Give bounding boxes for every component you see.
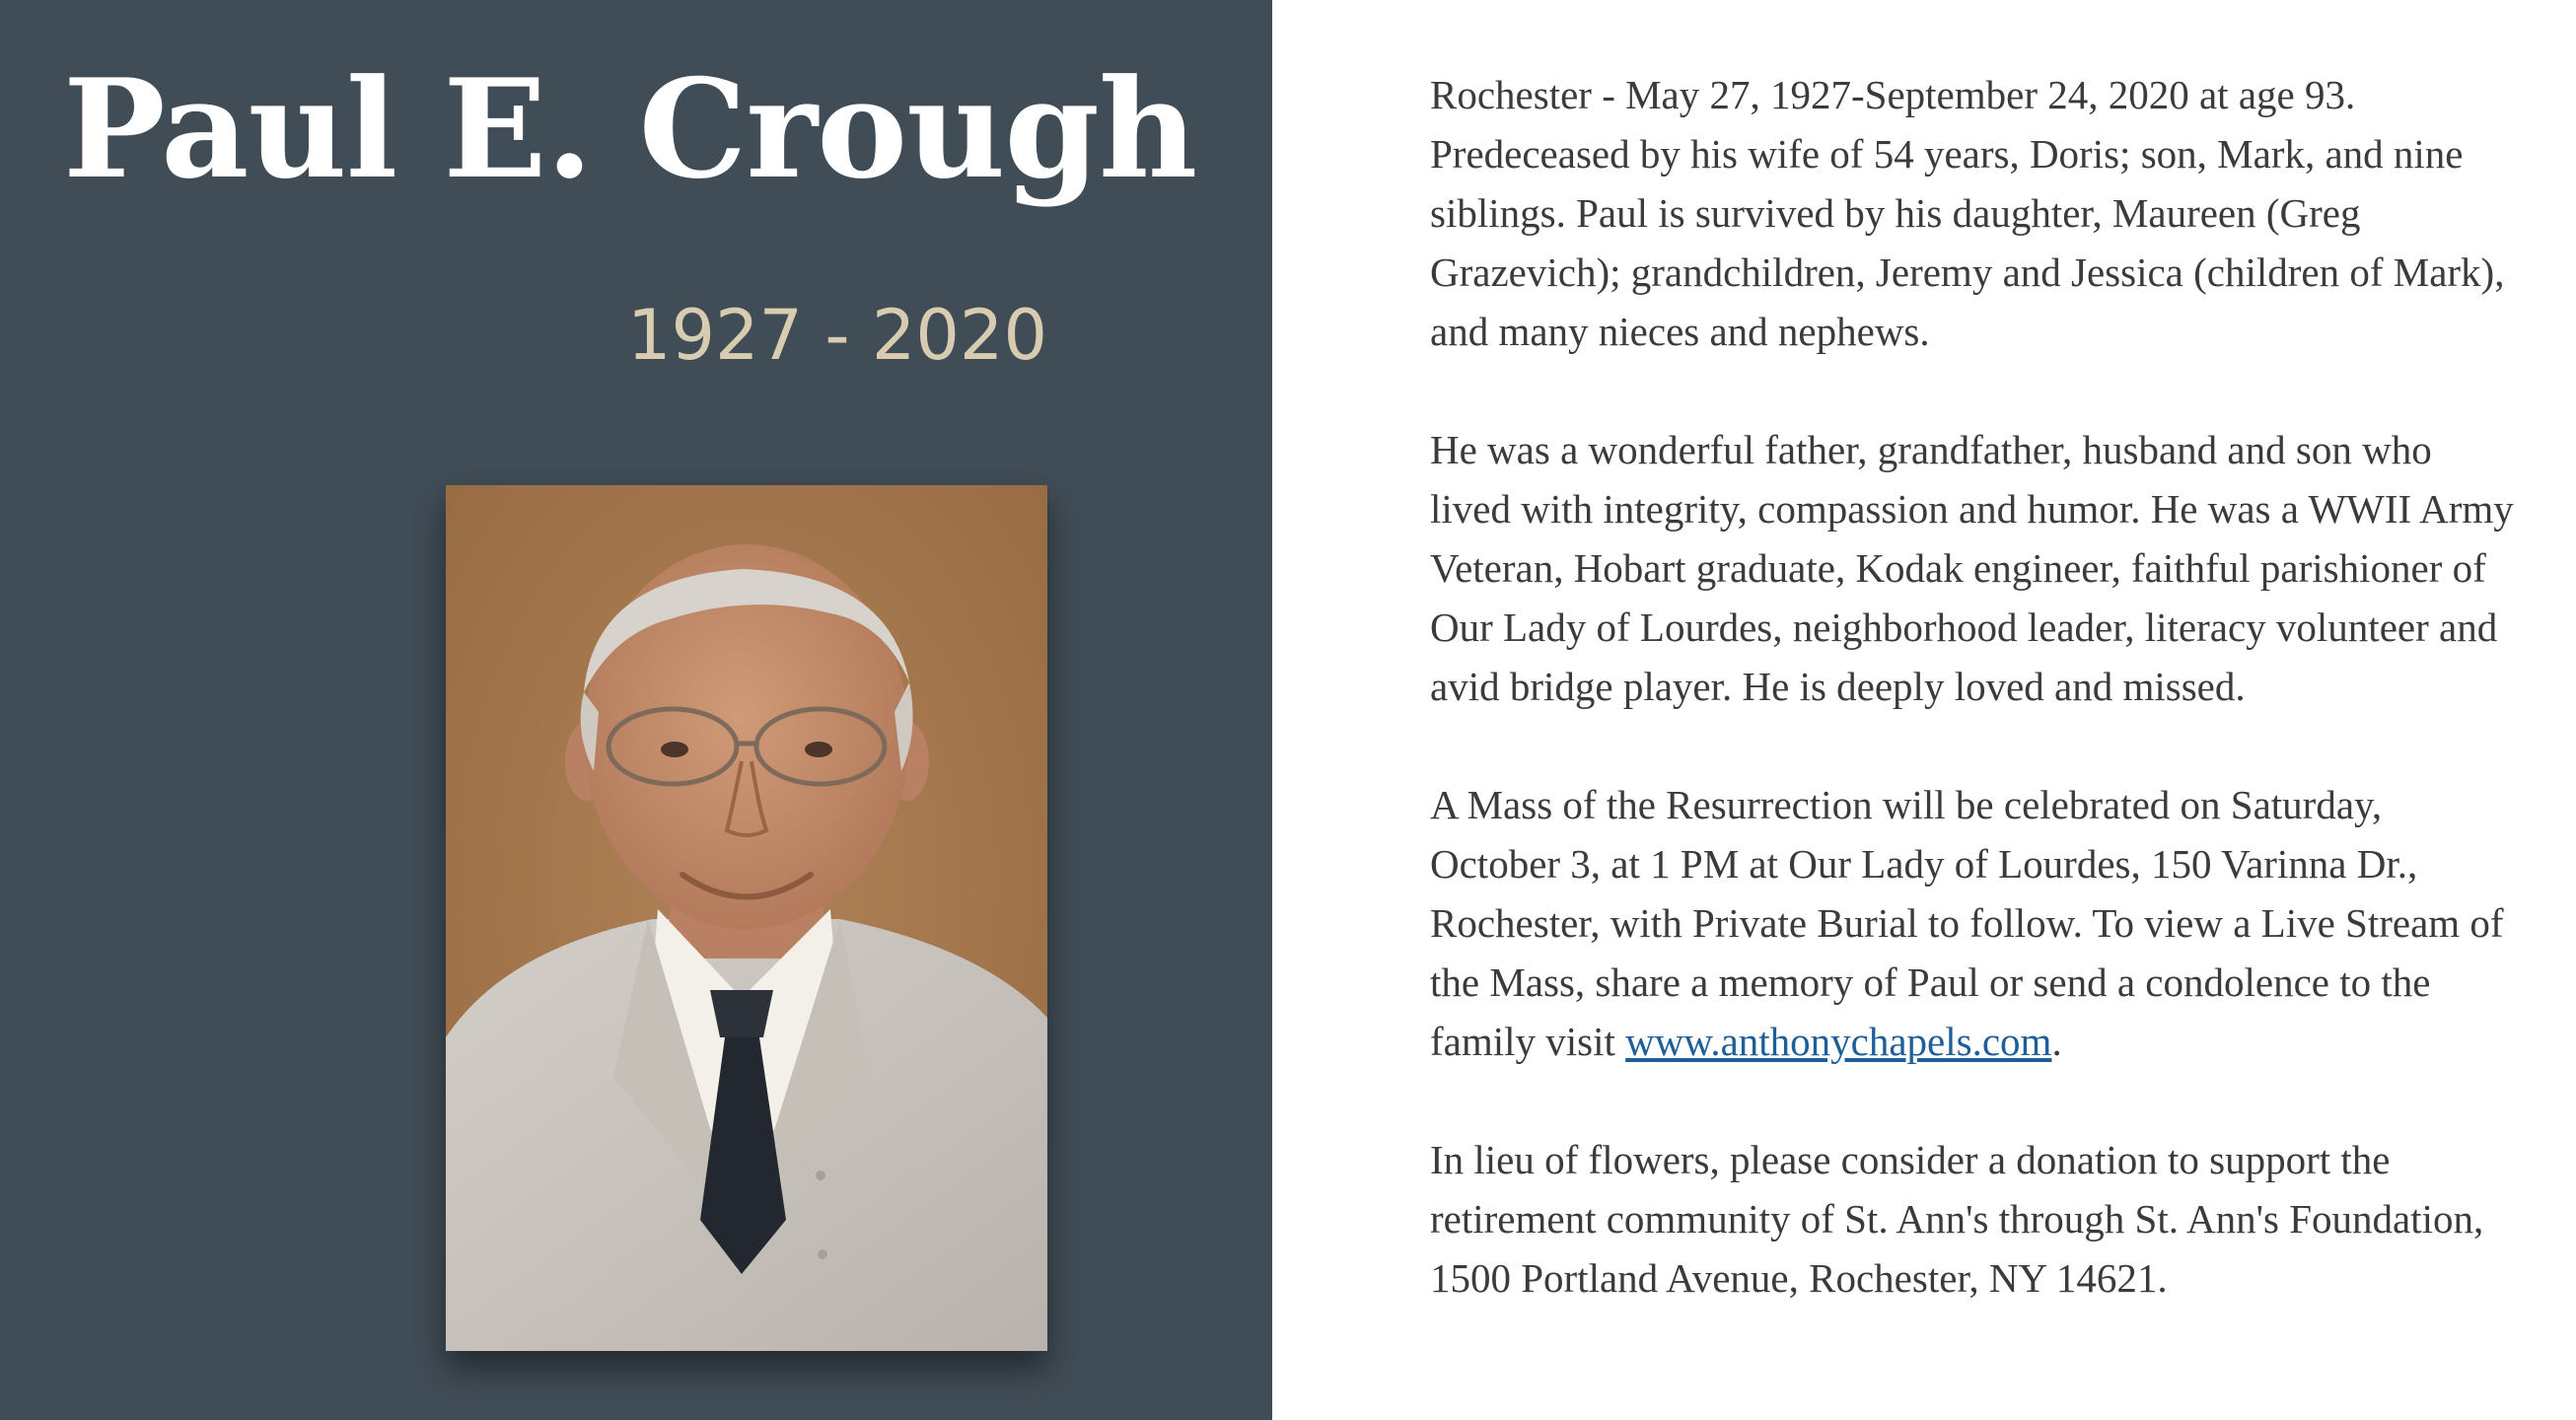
portrait-image <box>446 485 1047 1351</box>
service-text-end: . <box>2051 1019 2062 1064</box>
obituary-paragraph-service <box>1430 775 2517 1071</box>
anthony-chapels-link[interactable]: www.anthonychapels.com <box>1625 1019 2052 1064</box>
deceased-name: Paul E. Crough <box>63 48 1197 209</box>
obituary-paragraph-family: Rochester - May 27, 1927-September 24, 2020 at age 93. Predeceased by his wife of 54 years, Doris; son, Mark, and nine siblings. Paul is survived by his daughter, Maureen (Greg Grazevich); grandchildren, Jeremy and Jessica (children of Mark), and many nieces and nephews. <box>1430 72 2505 354</box>
service-text: A Mass of the Resurrection will be celebrated on Saturday, October 3, at 1 PM at Our Lady of Lourdes, 150 Varinna Dr., Rochester, with Private Burial to follow. To view a Live Stream of the Mass, share a memory of Paul or send a condolence to the family visit <box>1430 782 2504 1064</box>
obituary-text <box>1272 0 2576 1420</box>
portrait-photo <box>446 485 1047 1351</box>
life-dates: 1927 - 2020 <box>626 295 1047 376</box>
obituary-paragraph-donation: In lieu of flowers, please consider a donation to support the retirement community of St. Ann's through St. Ann's Foundation, 1500 Portland Avenue, Rochester, NY 14621. <box>1430 1137 2484 1301</box>
header-panel <box>0 0 1272 1420</box>
obituary-paragraph-life: He was a wonderful father, grandfather, husband and son who lived with integrity, compassion and humor. He was a WWII Army Veteran, Hobart graduate, Kodak engineer, faithful parishioner of Our Lady of Lourdes, neighborhood leader, literacy volunteer and avid bridge player. He is deeply loved and missed. <box>1430 427 2514 709</box>
